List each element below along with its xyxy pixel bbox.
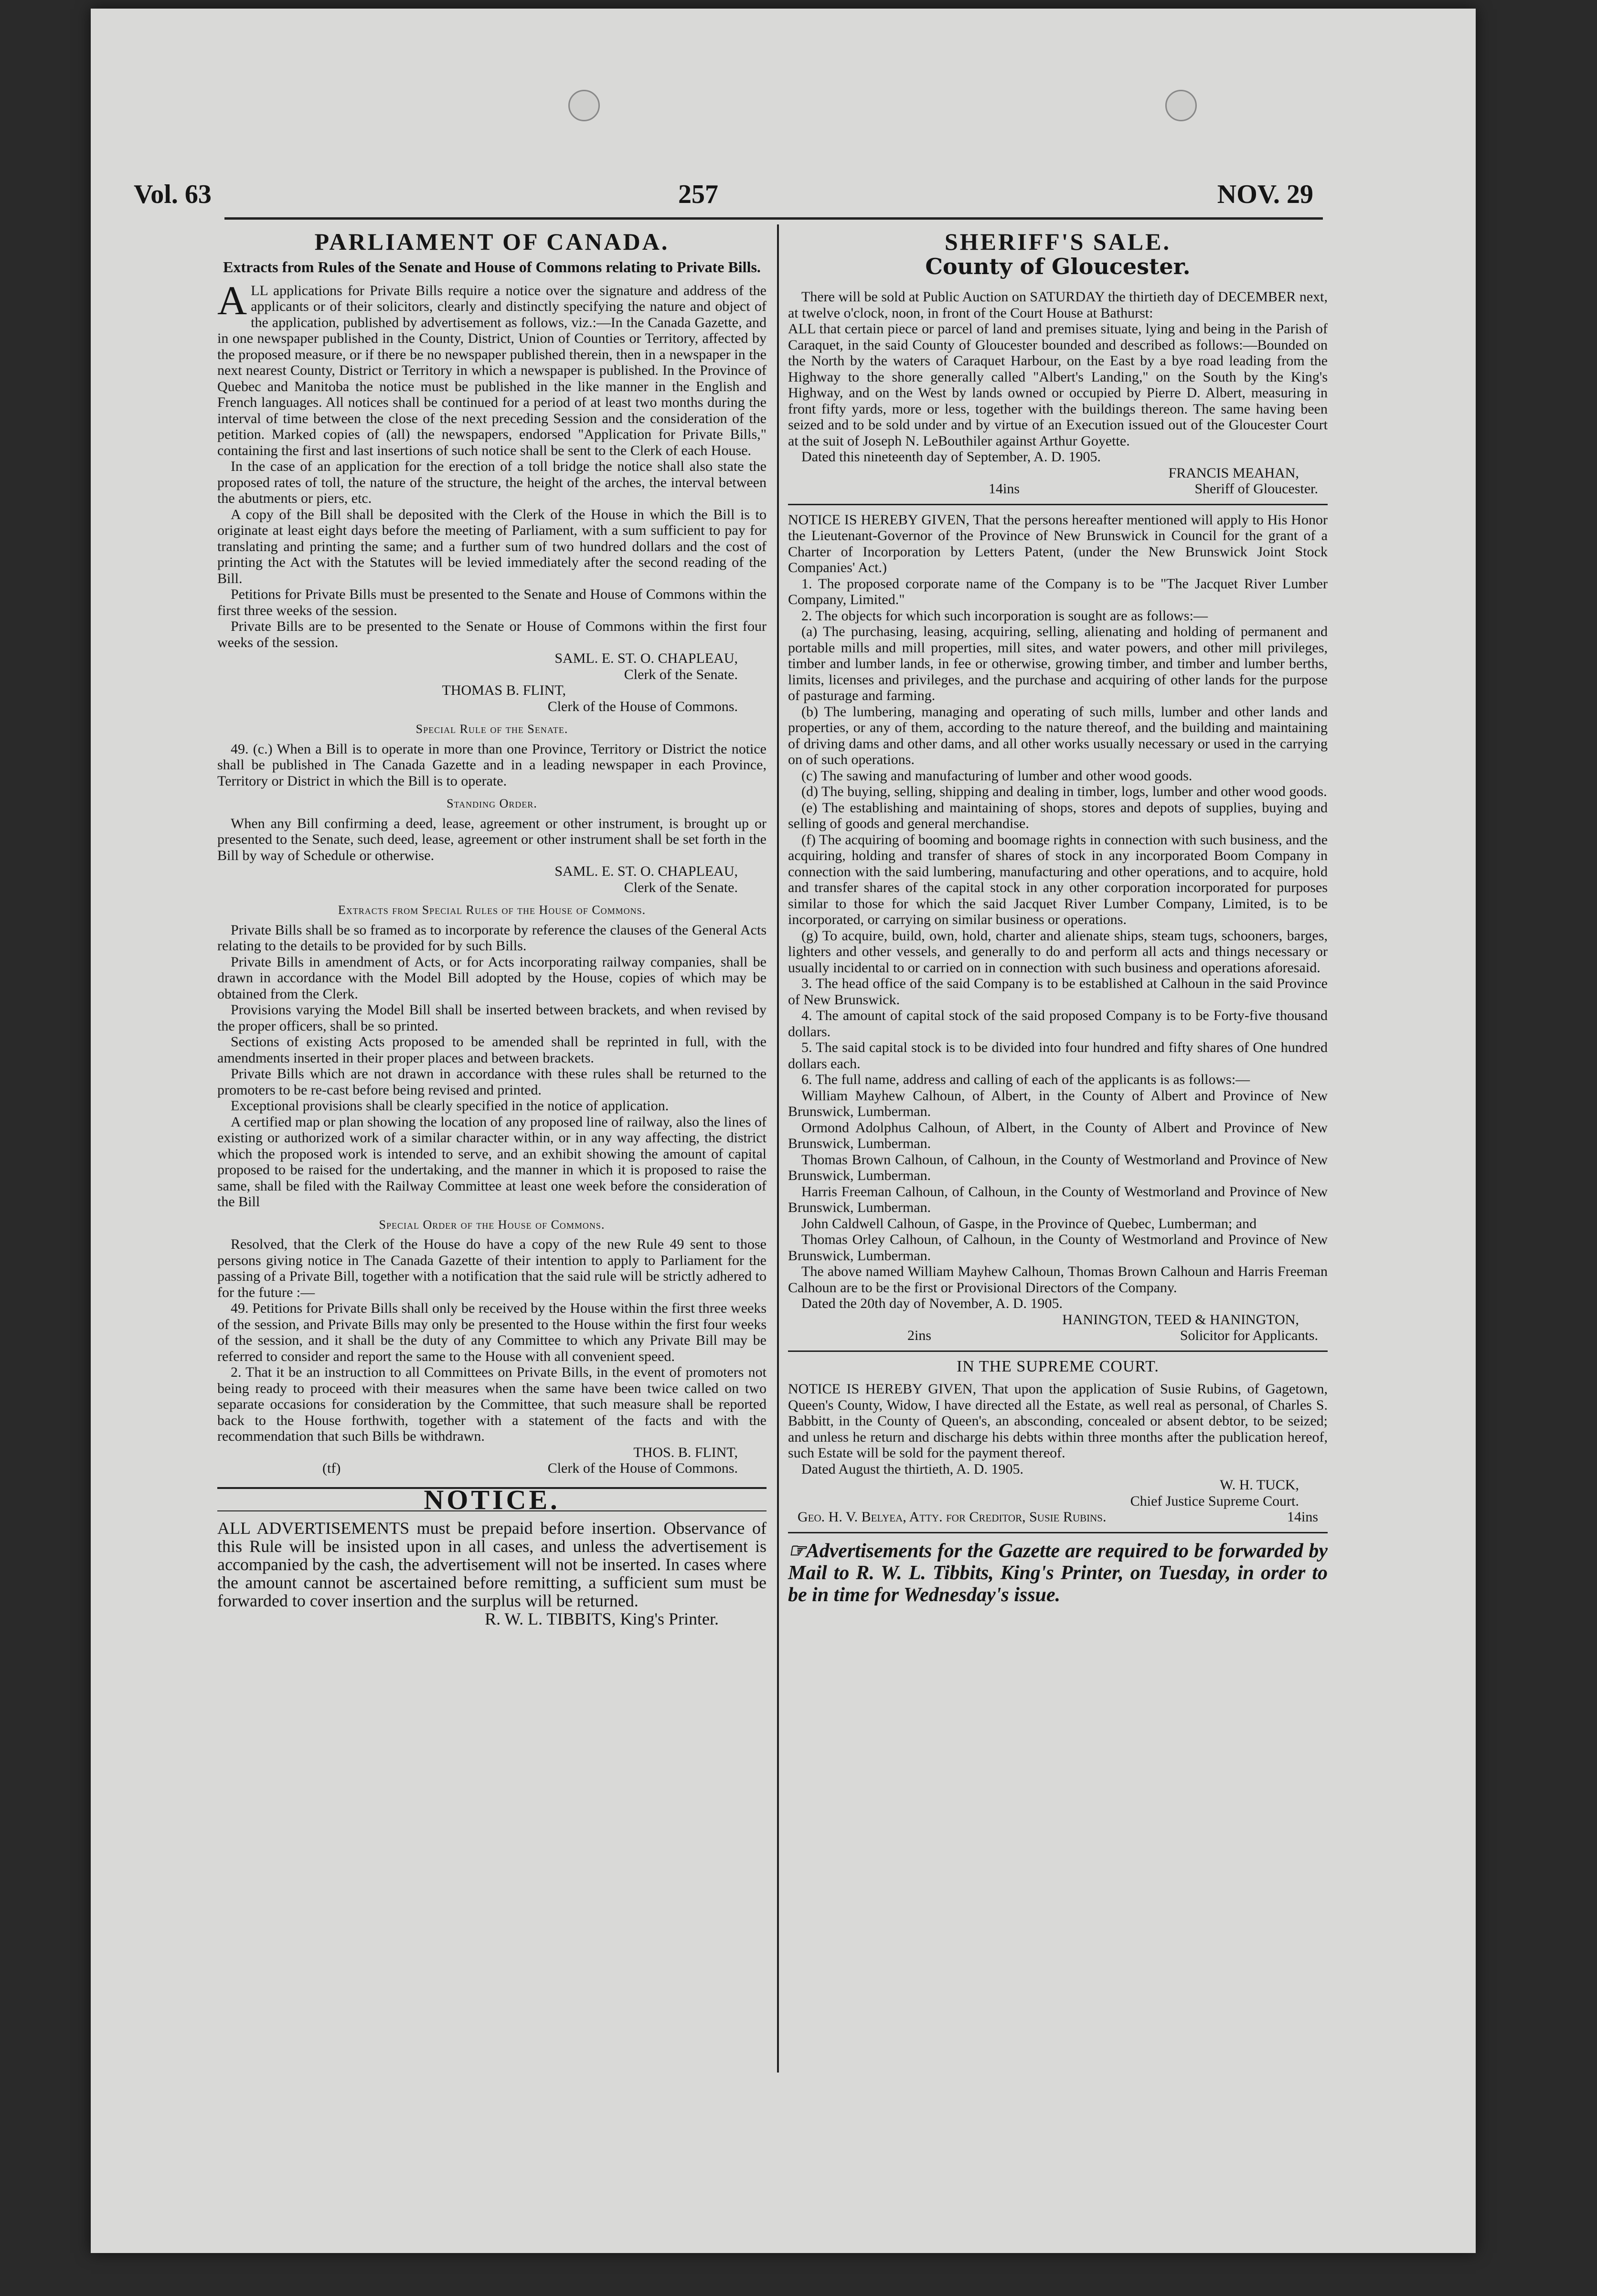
rules-paragraph: Sections of existing Acts proposed to be amended shall be reprinted in full, with the amendments inserted in their proper places and between brackets. bbox=[217, 1034, 767, 1066]
rules-paragraph: In the case of an application for the erection of a toll bridge the notice shall also state the proposed rates of toll, the nature of the structure, the height of the arches, the interval between the abutments or piers, etc. bbox=[217, 458, 767, 506]
incorporation-paragraph: 5. The said capital stock is to be divided into four hundred and fifty shares of One hundred dollars each. bbox=[788, 1040, 1328, 1072]
attorney-line: Geo. H. V. Belyea, Atty. for Creditor, Susie Rubins. bbox=[798, 1509, 1107, 1525]
signature-name: SAML. E. ST. O. CHAPLEAU, bbox=[554, 650, 738, 666]
supreme-court-heading: IN THE SUPREME COURT. bbox=[957, 1357, 1159, 1375]
signature-name: THOS. B. FLINT, bbox=[633, 1444, 738, 1460]
incorporation-paragraph: (c) The sawing and manufacturing of lumber and other wood goods. bbox=[801, 767, 1192, 784]
drop-cap: A bbox=[217, 277, 247, 323]
incorporation-paragraph: (g) To acquire, build, own, hold, charter and alienate ships, steam tugs, schooners, barges, lighters and other vessels, and generally to do and perform all acts and things necessary or usually incidental to or carried on in connection with such business and operations aforesaid. bbox=[788, 927, 1328, 976]
rules-paragraph: Private Bills are to be presented to the Senate or House of Commons within the first four weeks of the session. bbox=[217, 618, 767, 650]
insertion-count: 14ins bbox=[1287, 1509, 1318, 1525]
signature-name: FRANCIS MEAHAN, bbox=[1168, 465, 1299, 481]
sale-paragraph: ALL that certain piece or parcel of land and premises situate, lying and being in the Parish of Caraquet, in the said County of Gloucester bounded and described as follows:—Bounded on the North by the waters of Caraquet Harbour, on the East by a bye road leading from the Highway to the shore generally called "Albert's Landing," on the South by the King's Highway, and on the West by lands owned or occupied by Pierre D. Albert, measuring in front fifty yards, more or less, together with the buildings thereon. The same having been seized and to be sold under and by virtue of an Execution issued out of the Gloucester Court at the suit of Joseph N. LeBouthiler against Arthur Goyette. bbox=[788, 321, 1328, 449]
header-rule bbox=[224, 217, 1323, 220]
applicant-entry: Thomas Brown Calhoun, of Calhoun, in the County of Westmorland and Province of New Brunswick, Lumberman. bbox=[788, 1151, 1328, 1183]
incorporation-paragraph: 2. The objects for which such incorporation is sought are as follows:— bbox=[801, 607, 1208, 624]
rules-paragraph: 2. That it be an instruction to all Committees on Private Bills, in the event of promoters not being ready to proceed with their measures when the same have been twice called on two separate occasions for consideration by the Committee, that such measure shall be reported back to the House forthwith, together with a statement of the facts and with the recommendation that such Bills be withdrawn. bbox=[217, 1364, 767, 1444]
signature-title: Clerk of the Senate. bbox=[624, 666, 738, 682]
signature-row bbox=[788, 1509, 1328, 1525]
rules-paragraph: 49. (c.) When a Bill is to operate in more than one Province, Territory or District the notice shall be published in The Canada Gazette and in a leading newspaper in each Province, Territory or District in which the Bill is to operate. bbox=[217, 741, 767, 789]
section-heading: Special Order of the House of Commons. bbox=[379, 1217, 605, 1232]
issue-date: NOV. 29 bbox=[1217, 180, 1313, 209]
left-column bbox=[217, 224, 767, 1628]
column-divider bbox=[777, 224, 779, 2073]
section-heading: Extracts from Special Rules of the House of Commons. bbox=[338, 903, 646, 917]
signature-row bbox=[217, 1460, 767, 1477]
incorporation-paragraph: (d) The buying, selling, shipping and dealing in timber, logs, lumber and other wood goods. bbox=[801, 784, 1327, 799]
parliament-subtitle: Extracts from Rules of the Senate and House of Commons relating to Private Bills. bbox=[223, 258, 761, 276]
signature-name: SAML. E. ST. O. CHAPLEAU, bbox=[554, 863, 738, 879]
rules-paragraph: 49. Petitions for Private Bills shall only be received by the House within the first three weeks of the session, and Private Bills may only be presented to the House within the first four weeks of the session, and it shall be the duty of any Committee to which any Private Bill may be referred to consider and report the same to the House with all convenient speed. bbox=[217, 1300, 767, 1364]
signature-title: Clerk of the Senate. bbox=[624, 879, 738, 895]
signature-name: W. H. TUCK, bbox=[1220, 1477, 1299, 1493]
rules-paragraph: Exceptional provisions shall be clearly specified in the notice of application. bbox=[231, 1098, 669, 1114]
section-rule bbox=[788, 1532, 1328, 1533]
incorporation-paragraph: Dated the 20th day of November, A. D. 1905. bbox=[801, 1296, 1063, 1311]
incorporation-paragraph: (a) The purchasing, leasing, acquiring, selling, alienating and holding of permanent and portable mills and mill properties, mill sites, and water powers, and other mill privileges, timber and lumber lands, in fee or otherwise, growing timber, and timber and lumber berths, limits, licenses and privileges, and the purchase and acquiring of other lands for the purpose of pasturage and farming. bbox=[788, 624, 1328, 703]
notice-signature: R. W. L. TIBBITS, King's Printer. bbox=[485, 1609, 719, 1628]
signature-title: Sheriff of Gloucester. bbox=[1194, 481, 1318, 497]
section-rule bbox=[788, 1350, 1328, 1352]
rules-paragraph: Provisions varying the Model Bill shall be inserted between brackets, and when revised by the proper officers, shall be so printed. bbox=[217, 1002, 767, 1034]
applicant-entry: Harris Freeman Calhoun, of Calhoun, in the County of Westmorland and Province of New Brunswick, Lumberman. bbox=[788, 1183, 1328, 1215]
signature-name: HANINGTON, TEED & HANINGTON, bbox=[1062, 1311, 1299, 1328]
signature-title: Clerk of the House of Commons. bbox=[547, 1460, 738, 1476]
rules-paragraph: A copy of the Bill shall be deposited with the Clerk of the House in which the Bill is to originate at least eight days before the meeting of Parliament, with a sum sufficient to pay for translating and printing the same; and a further sum of two hundred dollars and the cost of printing the Act with the Statutes will be levied immediately after the second reading of the Bill. bbox=[217, 506, 767, 586]
signature-title: Solicitor for Applicants. bbox=[1180, 1328, 1318, 1343]
county-heading: County of Gloucester. bbox=[925, 253, 1191, 279]
court-paragraph: NOTICE IS HEREBY GIVEN, That upon the application of Susie Rubins, of Gagetown, Queen's County, Widow, I have directed all the Estate, as well real as personal, of Charles S. Babbitt, in the County of Queen's, an absconding, concealed or absent debtor, to be seized; and unless he return and discharge his debts within three months after the publication hereof, such Estate will be sold for the payment thereof. bbox=[788, 1381, 1328, 1461]
incorporation-paragraph: (e) The establishing and maintaining of shops, stores and depots of supplies, buying and selling of goods and general merchandise. bbox=[788, 799, 1328, 831]
rules-paragraph: Private Bills which are not drawn in accordance with these rules shall be returned to the promoters to be re-cast before being revised and printed. bbox=[217, 1066, 767, 1098]
signature-title: Clerk of the House of Commons. bbox=[547, 698, 738, 714]
signature-row bbox=[788, 481, 1328, 497]
insertion-count: 14ins bbox=[989, 481, 1020, 497]
applicant-entry: Ormond Adolphus Calhoun, of Albert, in the County of Albert and Province of New Brunswick, Lumberman. bbox=[788, 1119, 1328, 1151]
page-header bbox=[134, 179, 1313, 217]
notice-body: ALL ADVERTISEMENTS must be prepaid before insertion. Observance of this Rule will be insisted upon in all cases, and unless the advertisement is accompanied by the cash, the advertisement will not be inserted. In cases where the amount cannot be ascertained before remitting, a sufficient sum must be forwarded to cover insertion and the surplus will be returned. bbox=[217, 1519, 767, 1610]
punch-hole bbox=[568, 90, 600, 121]
rules-paragraph: ALL applications for Private Bills require a notice over the signature and address of the applicants or of their solicitors, clearly and distinctly specifying the nature and object of the application, published by advertisement as follows, viz.:—In the Canada Gazette, and in one newspaper published in the County, District, Union of Counties or Territory, affected by the proposed measure, or if there be no newspaper published therein, then in a newspaper in the next nearest County, District or Territory in which a newspaper is published. In the Province of Quebec and Manitoba the notice must be published in the like manner in the English and French languages. All notices shall be continued for a period of at least two months during the interval of time between the close of the next preceding Session and the consideration of the petition. Marked copies of (all) the newspapers, endorsed "Application for Private Bills," containing the first and last insertions of such notice shall be sent to the Clerk of each House. bbox=[217, 277, 767, 458]
section-heading: Special Rule of the Senate. bbox=[415, 722, 568, 736]
rules-paragraph: Private Bills shall be so framed as to incorporate by reference the clauses of the General Acts relating to the details to be provided for by such Bills. bbox=[217, 922, 767, 954]
sale-paragraph: There will be sold at Public Auction on SATURDAY the thirtieth day of DECEMBER next, at twelve o'clock, noon, in front of the Court House at Bathurst: bbox=[788, 289, 1328, 321]
section-rule bbox=[788, 504, 1328, 505]
punch-hole bbox=[1165, 90, 1197, 121]
parliament-title: PARLIAMENT OF CANADA. bbox=[314, 228, 670, 255]
incorporation-paragraph: (b) The lumbering, managing and operating of such mills, lumber and other lands and properties, or any of them, according to the nature thereof, and the building and maintaining of driving dams and other dams, and all other works usually necessary or used in the carrying on of such operations. bbox=[788, 703, 1328, 767]
gazette-instruction: ☞Advertisements for the Gazette are required to be forwarded by Mail to R. W. L. Tibbits, King's Printer, on Tuesday, in order to be in time for Wednesday's issue. bbox=[788, 1540, 1328, 1606]
rules-paragraph: When any Bill confirming a deed, lease, agreement or other instrument, is brought up or presented to the Senate, such deed, lease, agreement or other instrument shall be set forth in the Bill by way of Schedule or otherwise. bbox=[217, 815, 767, 863]
sale-paragraph: Dated this nineteenth day of September, A. D. 1905. bbox=[801, 449, 1101, 465]
applicant-entry: William Mayhew Calhoun, of Albert, in the County of Albert and Province of New Brunswick, Lumberman. bbox=[788, 1087, 1328, 1119]
incorporation-paragraph: 1. The proposed corporate name of the Company is to be "The Jacquet River Lumber Company, Limited." bbox=[788, 575, 1328, 607]
signature-title: Chief Justice Supreme Court. bbox=[1130, 1493, 1299, 1509]
incorporation-paragraph: 6. The full name, address and calling of each of the applicants is as follows:— bbox=[801, 1072, 1250, 1087]
notice-title: NOTICE. bbox=[217, 1487, 767, 1512]
page-number: 257 bbox=[678, 180, 718, 209]
applicant-entry: Thomas Orley Calhoun, of Calhoun, in the County of Westmorland and Province of New Brunswick, Lumberman. bbox=[788, 1232, 1328, 1264]
right-column bbox=[788, 224, 1328, 1606]
rules-paragraph: Private Bills in amendment of Acts, or for Acts incorporating railway companies, shall be drawn in accordance with the Model Bill adopted by the House, copies of which may be obtained from the Clerk. bbox=[217, 954, 767, 1002]
signature-row bbox=[788, 1328, 1328, 1344]
incorporation-paragraph: NOTICE IS HEREBY GIVEN, That the persons hereafter mentioned will apply to His Honor the Lieutenant-Governor of the Province of New Brunswick in Council for the grant of a Charter of Incorporation by Letters Patent, (under the New Brunswick Joint Stock Companies' Act.) bbox=[788, 511, 1328, 575]
sheriff-sale-title: SHERIFF'S SALE. bbox=[944, 228, 1171, 255]
applicant-entry: The above named William Mayhew Calhoun, Thomas Brown Calhoun and Harris Freeman Calhoun are to be the first or Provisional Directors of the Company. bbox=[788, 1264, 1328, 1296]
incorporation-paragraph: 3. The head office of the said Company is to be established at Calhoun in the said Province of New Brunswick. bbox=[788, 976, 1328, 1008]
rules-paragraph: Petitions for Private Bills must be presented to the Senate and House of Commons within the first three weeks of the session. bbox=[217, 586, 767, 618]
incorporation-paragraph: 4. The amount of capital stock of the said proposed Company is to be Forty-five thousand dollars. bbox=[788, 1008, 1328, 1040]
rules-paragraph: Resolved, that the Clerk of the House do have a copy of the new Rule 49 sent to those persons giving notice in The Canada Gazette of their intention to apply to Parliament for the passing of a Private Bill, together with a notification that the said rule will be strictly adhered to for the future :— bbox=[217, 1236, 767, 1300]
insertion-count: 2ins bbox=[907, 1328, 932, 1343]
applicant-entry: John Caldwell Calhoun, of Gaspe, in the Province of Quebec, Lumberman; and bbox=[801, 1215, 1257, 1232]
section-heading: Standing Order. bbox=[447, 797, 537, 810]
incorporation-paragraph: (f) The acquiring of booming and boomage rights in connection with such business, and the acquiring, holding and transfer of shares of stock in any incorporated Boom Company in connection with the said lumbering, manufacturing and other operations, and to acquire, hold and transfer shares of the capital stock in any other corporation incorporated for purposes similar to those for which the said Jacquet River Lumber Company, Limited, is to be incorporated, or carrying on similar business or operations. bbox=[788, 831, 1328, 927]
signature-name: THOMAS B. FLINT, bbox=[442, 682, 566, 698]
insertion-mark: (tf) bbox=[322, 1460, 341, 1476]
rules-paragraph: A certified map or plan showing the location of any proposed line of railway, also the lines of existing or authorized work of a similar character within, or in any way affecting, the district which the proposed work is intended to serve, and an exhibit showing the amount of capital proposed to be raised for the undertaking, and the manner in which it is proposed to raise the same, shall be filed with the Railway Committee at least one week before the consideration of the Bill bbox=[217, 1114, 767, 1210]
volume-number: Vol. 63 bbox=[134, 180, 212, 209]
court-paragraph: Dated August the thirtieth, A. D. 1905. bbox=[801, 1461, 1023, 1477]
